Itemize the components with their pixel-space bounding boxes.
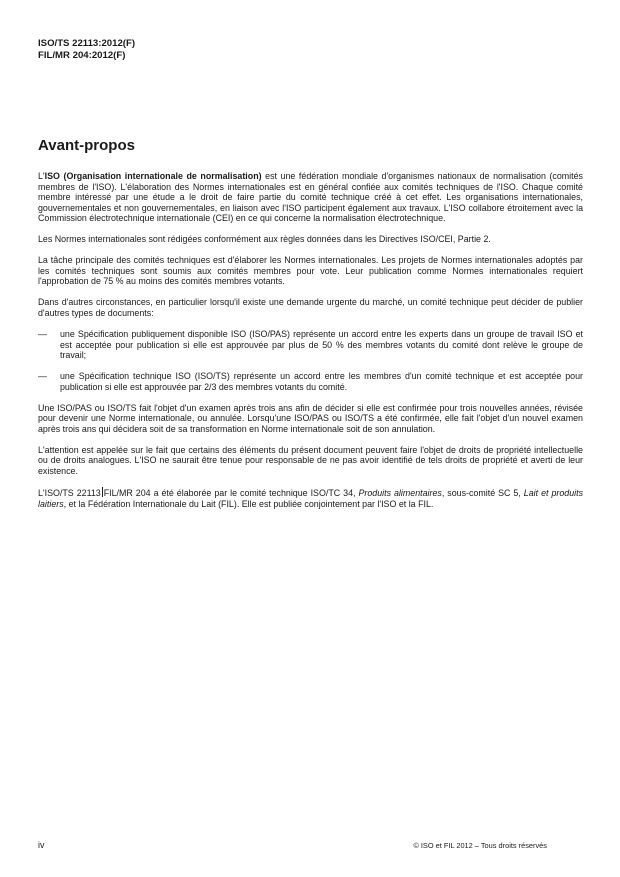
paragraph-committees: La tâche principale des comités techniques est d'élaborer les Normes internationales. Les projets de Normes internationales adoptés par les comités techniques sont soumis aux comités membres pour vote. Leur publication comme Normes internationales requiert l'approbation de 75 % au moins des comités membres votants. <box>38 255 583 287</box>
subcommittee-title: Lait et produits laitiers <box>38 488 584 509</box>
iso-definition-text: est une fédération mondiale d'organismes nationaux de normalisation (comités membres de l'ISO). L'élaboration des Normes internationales est en général confiée aux comités techniques de l'ISO. Chaque comité membre intéressé par une étude a le droit de faire partie du comité technique créé à cet effet. Les organisations internationales, gouvernementales et non gouvernementales, en liaison avec l'ISO participent également aux travaux. L'ISO collabore étroitement avec la Commission électrotechnique internationale (CEI) en ce qui concerne la normalisation électrotechnique. <box>38 171 583 224</box>
copyright-notice: © ISO et FIL 2012 – Tous droits réservés <box>413 841 547 850</box>
paragraph-patent-rights: L'attention est appelée sur le fait que certains des éléments du présent document peuvent faire l'objet de droits de propriété intellectuelle ou de droits analogues. L'ISO ne saurait être tenue pour responsable de ne pas avoir identifié de tels droits de propriété et averti de leur existence. <box>38 444 583 476</box>
standard-number-iso: ISO/TS 22113:2012(F) <box>38 38 136 49</box>
paragraph-review: Une ISO/PAS ou ISO/TS fait l'objet d'un examen après trois ans afin de décider si elle est confirmée pour trois nouvelles années, révisée pour devenir une Norme internationale, ou annulée. Lorsqu'une ISO/PAS ou ISO/TS a été confirmée, elle fait l'objet d'un nouvel examen après trois ans qui décidera soit de sa transformation en Norme internationale soit de son annulation. <box>38 402 583 434</box>
page-number: iv <box>38 840 45 850</box>
committee-title: Produits alimentaires <box>358 488 442 499</box>
paragraph-prepared-by <box>38 487 583 509</box>
document-header <box>38 38 135 61</box>
paragraph-iso-definition <box>38 171 583 224</box>
list-item-text: une Spécification technique ISO (ISO/TS) représente un accord entre les membres d'un comité technique et est acceptée pour publication si elle est approuvée par 2/3 des membres votants du comité. <box>60 371 583 392</box>
list-item-text: une Spécification publiquement disponible ISO (ISO/PAS) représente un accord entre les experts dans un groupe de travail ISO et est acceptée pour publication si elle est approuvée par plus de 50 % des membres votants du comité dont relève le groupe de travail; <box>60 329 583 361</box>
foreword-body <box>38 171 583 520</box>
section-title: Avant-propos <box>38 137 135 154</box>
reference-separator <box>102 487 103 497</box>
paragraph-directives: Les Normes internationales sont rédigées conformément aux règles données dans les Directives ISO/CEI, Partie 2. <box>38 234 491 245</box>
dash-bullet: — <box>38 371 47 382</box>
iso-ts-reference: L'ISO/TS 22113 <box>38 488 101 499</box>
list-item-iso-pas <box>38 329 583 361</box>
standard-number-fil: FIL/MR 204:2012(F) <box>38 49 126 61</box>
prepared-by-text: FIL/MR 204 a été élaborée par le comité technique ISO/TC 34, <box>103 488 359 499</box>
publication-text: , et la Fédération Internationale du Lait (FIL). Elle est publiée conjointement par l'ISO et la FIL. <box>63 498 434 509</box>
list-item-iso-ts <box>38 371 583 392</box>
paragraph-other-documents: Dans d'autres circonstances, en particulier lorsqu'il existe une demande urgente du marché, un comité technique peut décider de publier d'autres types de documents: <box>38 297 583 318</box>
iso-prefix: L' <box>38 171 45 181</box>
iso-full-name: ISO (Organisation internationale de normalisation) <box>44 171 262 181</box>
subcommittee-text: , sous-comité SC 5, <box>441 488 524 499</box>
dash-bullet: — <box>38 329 47 340</box>
